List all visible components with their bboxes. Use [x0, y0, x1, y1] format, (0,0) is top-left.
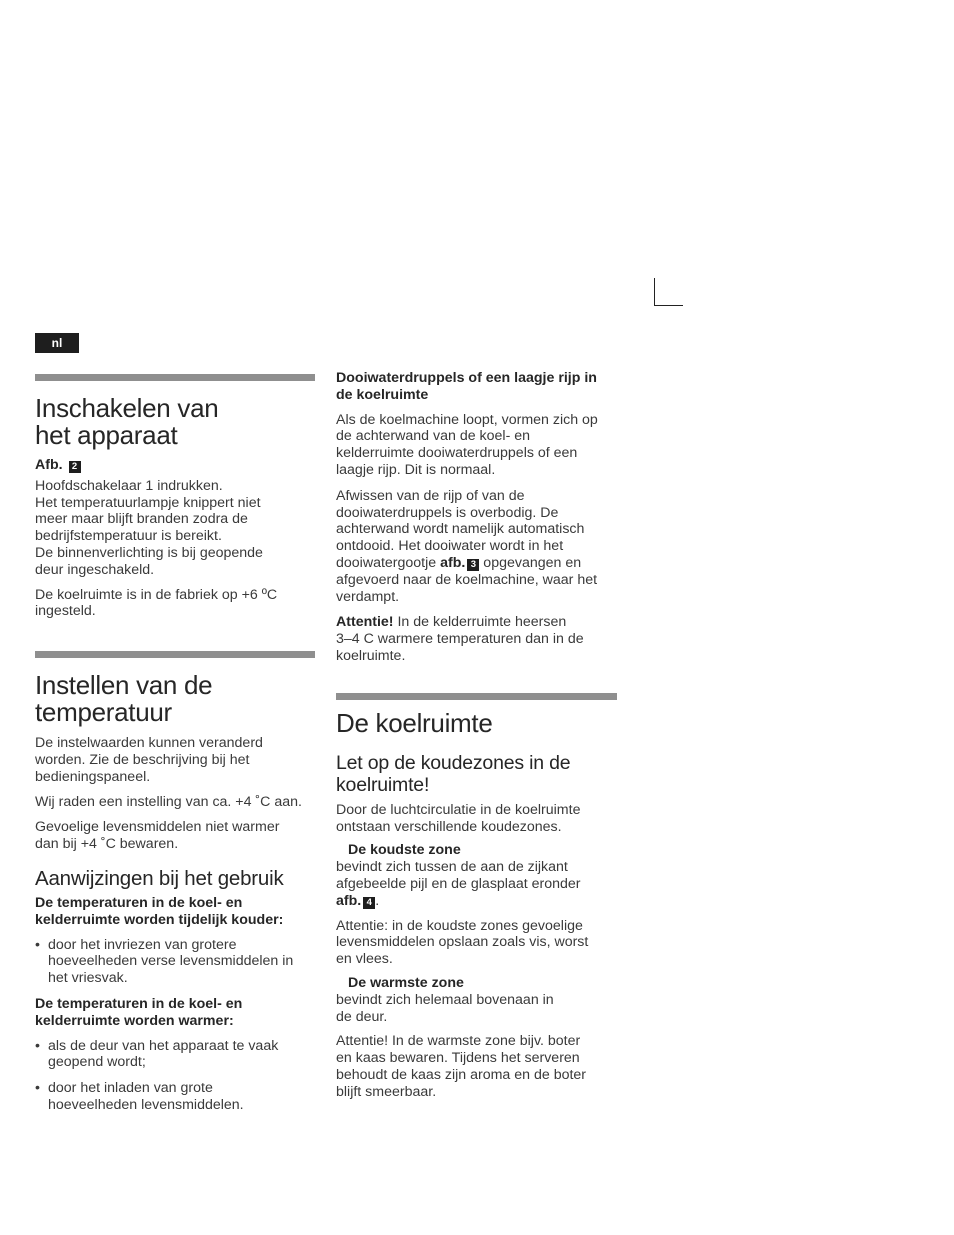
paragraph-drain: Afwissen van de rijp of van de dooiwaterdruppels is overbodig. De achterwand wordt namelijk automatisch ontdooid. Het dooiwater wordt in het dooiwatergootje afb. 3 opgevangen en afgevoerd naar de koelmachine, waar het verdampt. — [336, 487, 598, 605]
paragraph-recommendation: Wij raden een instelling van ca. +4 ˚C aan. — [35, 793, 302, 810]
list-item: • door het invriezen van grotere hoeveelheden verse levensmiddelen in het vriesvak. — [35, 937, 315, 987]
right-column — [336, 370, 617, 1101]
figure-number: 4 — [363, 897, 375, 909]
title-line: het apparaat — [35, 420, 178, 450]
figure-ref — [35, 457, 315, 474]
paragraph-switch-on: Hoofdschakelaar 1 indrukken. Het temperatuurlampje knippert niet meer maar blijft branden zodra de bedrijfstemperatuur is bereikt. De binnenverlichting is bij geopende deur ingeschakeld. — [35, 477, 263, 578]
title-line: temperatuur — [35, 697, 172, 728]
afb-label: afb. — [440, 554, 466, 571]
section-rule — [35, 374, 315, 381]
subsection-title-usage: Aanwijzingen bij het gebruik — [35, 866, 284, 890]
section-title-switch-on — [35, 395, 315, 449]
title-line: Instellen van de — [35, 670, 213, 701]
figure-number: 3 — [467, 559, 479, 571]
paragraph-circulation: Door de luchtcirculatie in de koelruimte ontstaan verschillende koudezones. — [336, 801, 581, 835]
title-line: Inschakelen van — [35, 393, 219, 423]
section-title-temperature — [35, 672, 315, 726]
zone-title-coldest: De koudste zone — [348, 842, 461, 859]
title-line: Let op de koudezones in de — [336, 751, 571, 774]
paragraph-defrost: Als de koelmachine loopt, vormen zich op de achterwand van de koel- en kelderruimte dooiwaterdruppels of een laagje rijp. Dit is normaal. — [336, 411, 598, 478]
left-column — [35, 374, 315, 1114]
paragraph-warmest-zone: bevindt zich helemaal bovenaan in de deur. — [336, 991, 554, 1025]
title-line: koelruimte! — [336, 773, 430, 796]
paragraph-coldest-zone: bevindt zich tussen de aan de zijkant afgebeelde pijl en de glasplaat eronder afb. 4 . — [336, 859, 581, 909]
list-item: • als de deur van het apparaat te vaak geopend wordt; — [35, 1038, 315, 1072]
subsection-title-cold-zones — [336, 752, 617, 796]
afb-label: afb. — [336, 892, 362, 909]
list-item: • door het inladen van grote hoeveelheden levensmiddelen. — [35, 1080, 315, 1114]
afb-label: Afb. — [35, 457, 63, 473]
figure-number: 2 — [69, 461, 81, 473]
paragraph-attention-warmest: Attentie! In de warmste zone bijv. boter en kaas bewaren. Tijdens het serveren behoudt de kaas zijn aroma en de boter blijft smeerbaar. — [336, 1033, 587, 1100]
section-rule — [336, 693, 617, 700]
bold-note-warmer: De temperaturen in de koel- en kelderruimte worden warmer: — [35, 995, 243, 1029]
section-rule — [35, 651, 315, 658]
paragraph-attention-cellar: Attentie! In de kelderruimte heersen 3–4 C warmere temperaturen dan in de koelruimte. — [336, 614, 584, 664]
section-title-fridge: De koelruimte — [336, 707, 493, 738]
bold-heading-defrost: Dooiwaterdruppels of een laagje rijp in de koelruimte — [336, 370, 597, 403]
language-tab: nl — [35, 333, 79, 353]
paragraph-settings: De instelwaarden kunnen veranderd worden. Zie de beschrijving bij het bedieningspaneel. — [35, 735, 263, 785]
bold-note-colder: De temperaturen in de koel- en kelderruimte worden tijdelijk kouder: — [35, 894, 284, 928]
paragraph-sensitive-food: Gevoelige levensmiddelen niet warmer dan bij +4 ˚C bewaren. — [35, 819, 280, 853]
zone-title-warmest: De warmste zone — [348, 974, 464, 991]
paragraph-factory-setting: De koelruimte is in de fabriek op +6 ºC ingesteld. — [35, 586, 278, 620]
crop-mark — [654, 278, 683, 306]
paragraph-attention-coldest: Attentie: in de koudste zones gevoelige levensmiddelen opslaan zoals vis, worst en vlees. — [336, 917, 589, 968]
attention-label: Attentie! — [336, 614, 394, 631]
